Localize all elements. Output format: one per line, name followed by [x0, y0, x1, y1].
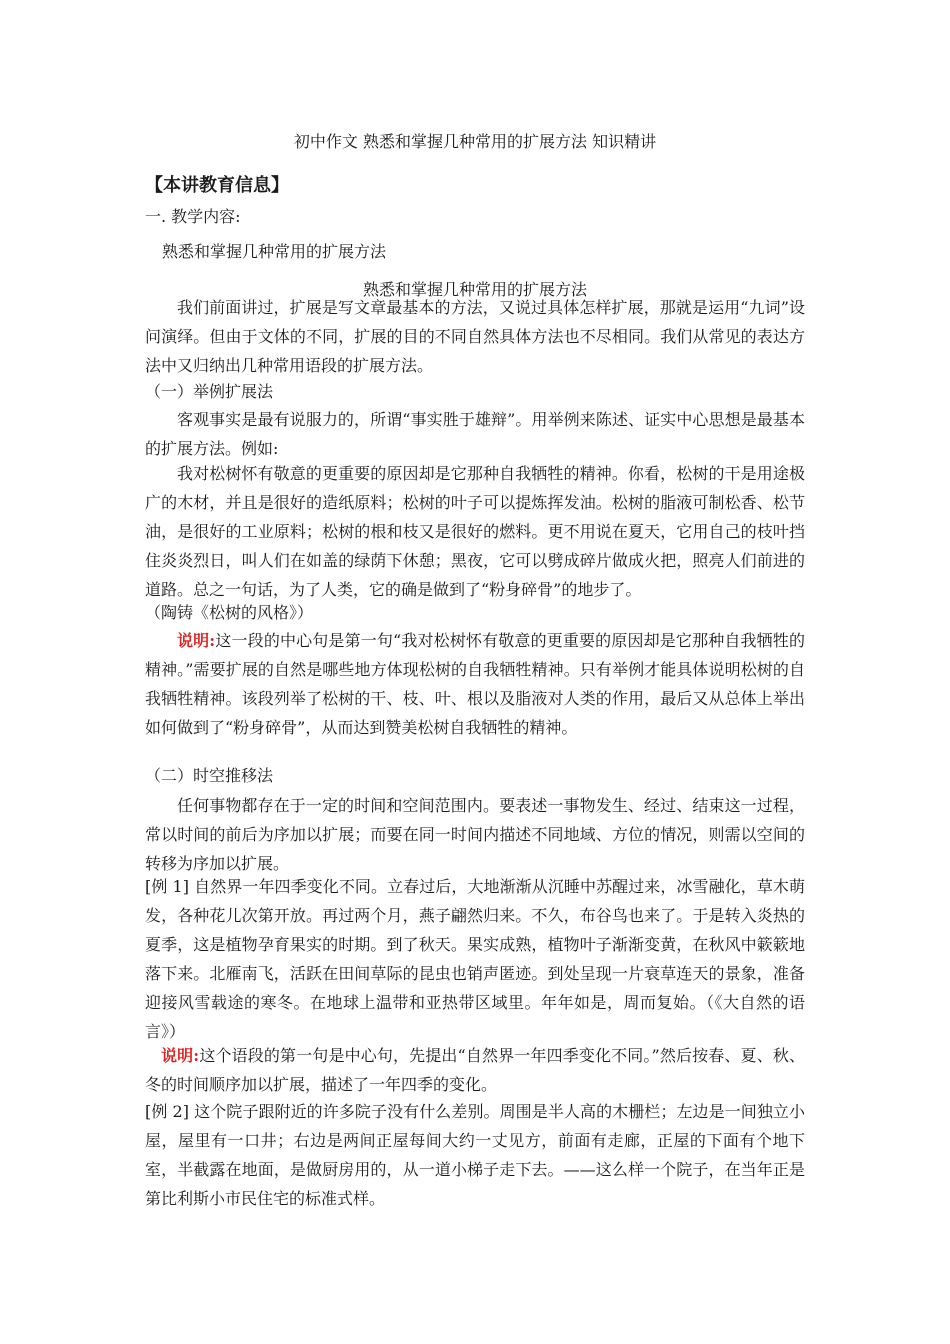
teaching-content-item: 熟悉和掌握几种常用的扩展方法	[162, 242, 387, 261]
method2-heading: （二）时空推移法	[145, 766, 274, 785]
method1-description: 客观事实是最有说服力的，所谓“事实胜于雄辩”。用举例来陈述、证实中心思想是最基本的扩展方法。例如:	[145, 410, 805, 458]
document-title: 初中作文 熟悉和掌握几种常用的扩展方法 知识精讲	[293, 132, 657, 151]
intro-paragraph: 我们前面讲过，扩展是写文章最基本的方法，又说过具体怎样扩展，那就是运用“九词”设问演绎。但由于文体的不同，扩展的目的不同自然具体方法也不尽相同。我们从常见的表达方法中又归纳出几种常用语段的扩展方法。	[145, 298, 805, 375]
section-header: 【本讲教育信息】	[145, 175, 289, 196]
method2-example2: [例 2] 这个院子跟附近的许多院子没有什么差别。周围是半人高的木栅栏；左边是一间独立小屋，屋里有一口井；右边是两间正屋每间大约一丈见方，前面有走廊，正屋的下面有个地下室，半截露在地面，是做厨房用的，从一道小梯子走下去。——这么样一个院子，在当年正是第比利斯小市民住宅的标准式样。	[145, 1102, 805, 1208]
note-label: 说明:	[161, 1046, 200, 1065]
method2-description: 任何事物都存在于一定的时间和空间范围内。要表述一事物发生、经过、结束这一过程，常以时间的前后为序加以扩展；而要在同一时间内描述不同地域、方位的情况，则需以空间的转移为序加以扩展。	[145, 796, 805, 873]
method1-heading: （一）举例扩展法	[145, 382, 274, 401]
method2-note	[145, 1041, 805, 1099]
method1-note	[145, 626, 805, 742]
subtitle: 熟悉和掌握几种常用的扩展方法	[362, 280, 587, 299]
note-text: 这个语段的第一句是中心句，先提出“自然界一年四季变化不同。”然后按春、夏、秋、冬的时间顺序加以扩展，描述了一年四季的变化。	[145, 1046, 805, 1094]
method1-example: 我对松树怀有敬意的更重要的原因却是它那种自我牺牲的精神。你看，松树的干是用途极广的木材，并且是很好的造纸原料；松树的叶子可以提炼挥发油。松树的脂液可制松香、松节油，是很好的工业原料；松树的根和枝又是很好的燃料。更不用说在夏天，它用自己的枝叶挡住炎炎烈日，叫人们在如盖的绿荫下休憩；黑夜，它可以劈成碎片做成火把，照亮人们前进的道路。总之一句话，为了人类，它的确是做到了“粉身碎骨”的地步了。	[145, 464, 805, 599]
note-text: 这一段的中心句是第一句“我对松树怀有敬意的更重要的原因却是它那种自我牺牲的精神。”需要扩展的自然是哪些地方体现松树的自我牺牲精神。只有举例才能具体说明松树的自我牺牲精神。该段列举了松树的干、枝、叶、根以及脂液对人类的作用，最后又从总体上举出如何做到了“粉身碎骨”，从而达到赞美松树自我牺牲的精神。	[145, 631, 805, 737]
method1-source: （陶铸《松树的风格》）	[145, 603, 314, 622]
note-label: 说明:	[177, 631, 216, 650]
method2-example1: [例 1] 自然界一年四季变化不同。立春过后，大地渐渐从沉睡中苏醒过来，冰雪融化，草木萌发，各种花儿次第开放。再过两个月，燕子翩然归来。不久，布谷鸟也来了。于是转入炎热的夏季，这是植物孕育果实的时期。到了秋天。果实成熟，植物叶子渐渐变黄，在秋风中簌簌地落下来。北雁南飞，活跃在田间草际的昆虫也销声匿迹。到处呈现一片衰草连天的景象，准备迎接风雪载途的寒冬。在地球上温带和亚热带区域里。年年如是，周而复始。（《大自然的语言》）	[145, 877, 805, 1041]
teaching-content-label: 一. 教学内容:	[145, 207, 241, 226]
